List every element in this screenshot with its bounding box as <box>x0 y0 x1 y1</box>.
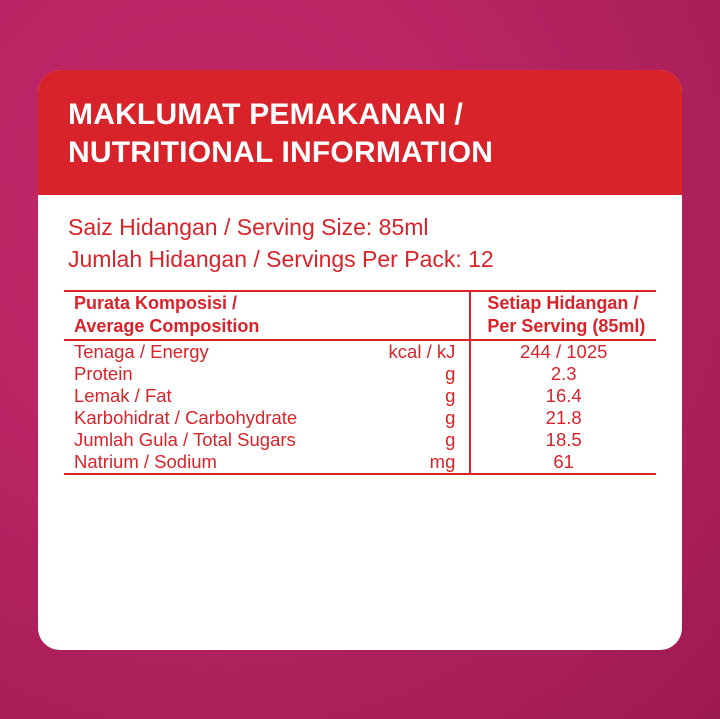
nutrient-unit: g <box>445 406 456 428</box>
table-row <box>64 363 656 385</box>
column-header-per-serving <box>470 291 656 340</box>
nutrient-name: Protein <box>74 362 133 384</box>
nutrient-name: Jumlah Gula / Total Sugars <box>74 428 296 450</box>
nutrient-value: 2.3 <box>470 363 656 385</box>
nutrient-value: 21.8 <box>470 407 656 429</box>
nutrition-table-wrapper <box>38 290 682 475</box>
nutrient-value: 61 <box>470 451 656 473</box>
serving-info <box>38 195 682 290</box>
nutrient-name: Tenaga / Energy <box>74 340 209 362</box>
table-row <box>64 340 656 363</box>
nutrient-value: 18.5 <box>470 429 656 451</box>
nutrient-unit: mg <box>429 450 456 472</box>
nutrient-name: Natrium / Sodium <box>74 450 217 472</box>
column-header-per-serving-line-1: Setiap Hidangan / <box>487 293 639 314</box>
table-row <box>64 407 656 429</box>
table-row <box>64 385 656 407</box>
nutrient-value: 244 / 1025 <box>470 340 656 363</box>
nutrient-value: 16.4 <box>470 385 656 407</box>
nutrient-unit: kcal / kJ <box>388 340 456 362</box>
nutrient-unit: g <box>445 384 456 406</box>
serving-size-text: Saiz Hidangan / Serving Size: 85ml <box>68 213 429 240</box>
card-header <box>38 70 682 195</box>
column-header-composition-line-1: Purata Komposisi / <box>74 293 238 314</box>
column-header-per-serving-line-2: Per Serving (85ml) <box>487 316 646 337</box>
nutrient-name: Karbohidrat / Carbohydrate <box>74 406 298 428</box>
header-title-line-2: NUTRITIONAL INFORMATION <box>68 136 494 170</box>
nutrient-unit: g <box>445 362 456 384</box>
nutrient-unit: g <box>445 428 456 450</box>
nutrition-card <box>38 70 682 650</box>
column-header-composition-line-2: Average Composition <box>74 316 260 337</box>
table-row <box>64 451 656 473</box>
nutrition-table <box>64 290 656 475</box>
header-title-line-1: MAKLUMAT PEMAKANAN / <box>68 98 464 131</box>
table-bottom-rule <box>64 473 656 474</box>
nutrient-name: Lemak / Fat <box>74 384 172 406</box>
table-header-row <box>64 291 656 340</box>
table-row <box>64 429 656 451</box>
servings-per-pack-text: Jumlah Hidangan / Servings Per Pack: 12 <box>68 246 494 273</box>
column-header-composition <box>64 291 470 340</box>
